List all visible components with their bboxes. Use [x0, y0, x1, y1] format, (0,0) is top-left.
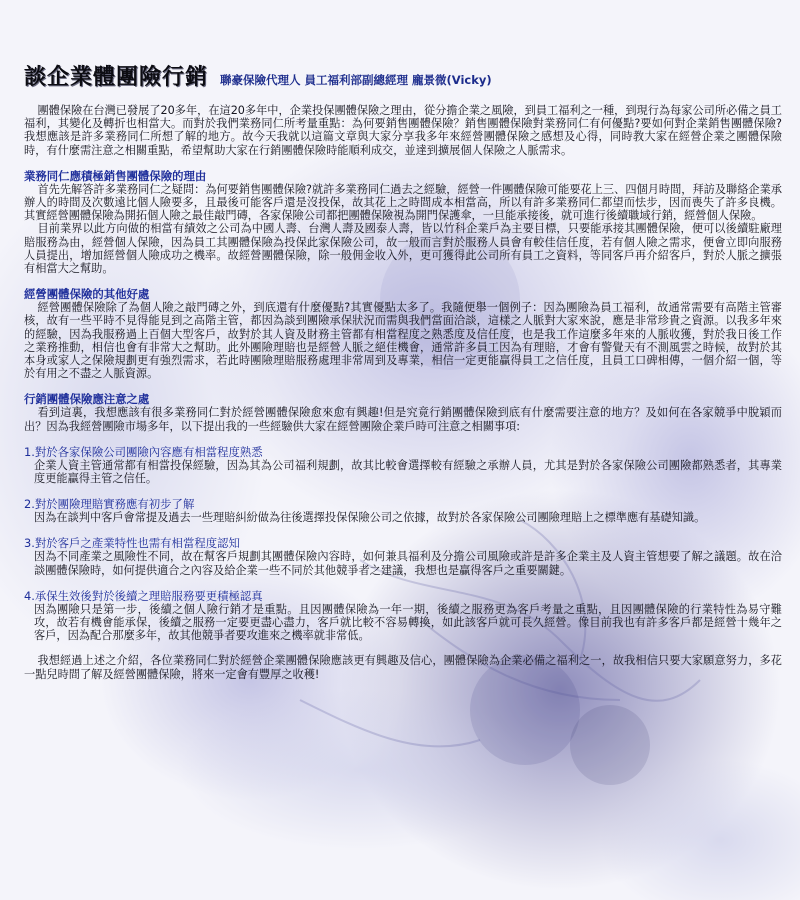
section-gap — [24, 433, 782, 445]
point-body: 因為在談判中客戶會常提及過去一些理賠糾紛做為往後選擇投保保險公司之依據，故對於各家保險公司團險理賠上之標準應有基礎知識。 — [34, 511, 706, 525]
point-body: 企業人資主管通常都有相當投保經驗，因為其為公司福利規劃，故其比較會選擇較有經驗之承辦人員，尤其是對於各家保險公司團險都熟悉者，其專業度更能贏得主管之信任。 — [34, 458, 782, 486]
section-gap — [24, 485, 782, 497]
section-paragraph: 看到這裏，我想應該有很多業務同仁對於經營團體保險愈來愈有興趣!但是究竟行銷團體保險到底有什麼需要注意的地方？及如何在各家競爭中脫穎而出？因為我經營團險市場多年，以下提出我的一些經驗供大家在經營團險企業戶時可注意之相關事項: — [24, 406, 782, 433]
section-paragraph: 經營團體保險除了為個人險之敲門磚之外，到底還有什麼優點?其實優點太多了。我隨便舉一個例子：因為團險為員工福利，故通常需要有高階主管審核，故有一些平時不見得能見到之高階主管，都因為談到團險承保狀況而需與我們當面洽談，這樣之人脈對大家來說，應是非常珍貴之資源。以我多年來的經驗，因為我服務過上百個大型客戶，故對於其人資及財務主管都有相當程度之熟悉度及信任度，也是我工作這麼多年來的人脈收獲，對於我日後工作之業務推動，相信也會有非常大之幫助。此外團險理賠也是經營人脈之絕佳機會，通常許多員工因為有理賠，才會有警覺天有不測風雲之時候，故對於其本身或家人之保險規劃更有強烈需求，若此時團險理賠服務處理非常周到及專業，相信一定更能贏得員工之信任度，且員工口碑相傳，一個介紹一個，等於有用之不盡之人脈資源。 — [24, 301, 782, 381]
article-byline: 聯豪保險代理人 員工福利部副總經理 龐景微(Vicky) — [220, 73, 492, 87]
section-heading: 業務同仁應積極銷售團體保險的理由 — [24, 168, 207, 183]
section-gap — [24, 275, 782, 287]
section-gap — [24, 380, 782, 392]
intro-paragraph: 團體保險在台灣已發展了20多年，在這20多年中，企業投保團體保險之理由，從分擔企業之風險，到員工福利之一種，到現行為每家公司所必備之員工福利，其變化及轉折也相當大。而對於我們業務同仁所考量重點：為何要銷售團體保險？銷售團體保險對業務同仁有何優點?要如何對企業銷售團體保險?我想應該是許多業務同仁所想了解的地方。故今天我就以這篇文章與大家分享我多年來經營團體保險之感想及心得，同時教大家在經營企業之團體保險時，有什麼需注意之相關重點，希望幫助大家在行銷團體保險時能順利成交，並達到擴展個人保險之人脈需求。 — [24, 104, 782, 157]
section-gap — [24, 577, 782, 589]
section-gap — [24, 642, 782, 654]
article-title: 談企業體團險行銷 — [24, 65, 209, 90]
section-heading: 行銷團體保險應注意之處 — [24, 392, 150, 407]
section-gap — [24, 157, 782, 169]
point-title: 2.對於團險理賠實務應有初步了解 — [24, 497, 195, 512]
article-header — [24, 60, 782, 91]
point-body: 因為團險只是第一步，後續之個人險行銷才是重點。且因團體保險為一年一期，後續之服務更為客戶考量之重點，且因團體保險的行業特性為易守難攻，故若有機會能承保，後續之服務一定要更盡心盡力，客戶就比較不容易轉換，如此該客戶就可長久經營。像目前我也有許多客戶都是經營十幾年之客戶，因為配合那麼多年，故其他競爭者要攻進來之機率就非常低。 — [34, 602, 782, 643]
article — [24, 60, 782, 681]
section-gap — [24, 524, 782, 536]
section-paragraph: 首先先解答許多業務同仁之疑問：為何要銷售團體保險?就許多業務同仁過去之經驗，經營一件團體保險可能要花上三、四個月時間，拜訪及聯絡企業承辦人的時間及次數遠比個人險要多，且最後可能客戶還是沒投保，故其花上之時間成本相當高，所以有許多業務同仁都望而怯步，因而喪失了許多良機。其實經營團體保險為開拓個人險之最佳敲門磚，各家保險公司都把團體保險視為開門保護傘，一旦能承接後，就可進行後續職域行銷，經營個人保險。 — [24, 182, 782, 223]
conclusion-paragraph: 我想經過上述之介紹，各位業務同仁對於經營企業團體保險應該更有興趣及信心，團體保險為企業必備之福利之一，故我相信只要大家願意努力，多花一點兒時間了解及經營團體保險，將來一定會有豐厚之收穫! — [24, 654, 782, 681]
point-title: 3.對於客戶之產業特性也需有相當程度認知 — [24, 536, 240, 551]
section-heading: 經營團體保險的其他好處 — [24, 287, 150, 302]
section-paragraph: 目前業界以此方向做的相當有績效之公司為中國人壽、台灣人壽及國泰人壽，皆以竹科企業戶為主要目標，只要能承接其團體保險，便可以後續駐廠理賠服務為由，經營個人保險，因為員工其團體保險為投保此家保險公司，故一般而言對於服務人員會有較佳信任度，若有個人險之需求，便會立即向服務人員提出，增加經營個人險成功之機率。故經營團體保險，除一般佣金收入外，更可獲得此公司所有員工之資料，等同客戶再介紹客戶，對於人脈之擴張有相當大之幫助。 — [24, 222, 782, 276]
point-body: 因為不同產業之風險性不同，故在幫客戶規劃其團體保險內容時，如何兼具福利及分擔公司風險或許是許多企業主及人資主管想要了解之議題。故在洽談團體保險時，如何提供適合之內容及給企業一些不同於其他競爭者之建議，我想也是贏得客戶之重要關鍵。 — [34, 550, 782, 577]
point-title: 1.對於各家保險公司團險內容應有相當程度熟悉 — [24, 444, 263, 459]
point-title: 4.承保生效後對於後續之理賠服務要更積極認真 — [24, 588, 263, 603]
